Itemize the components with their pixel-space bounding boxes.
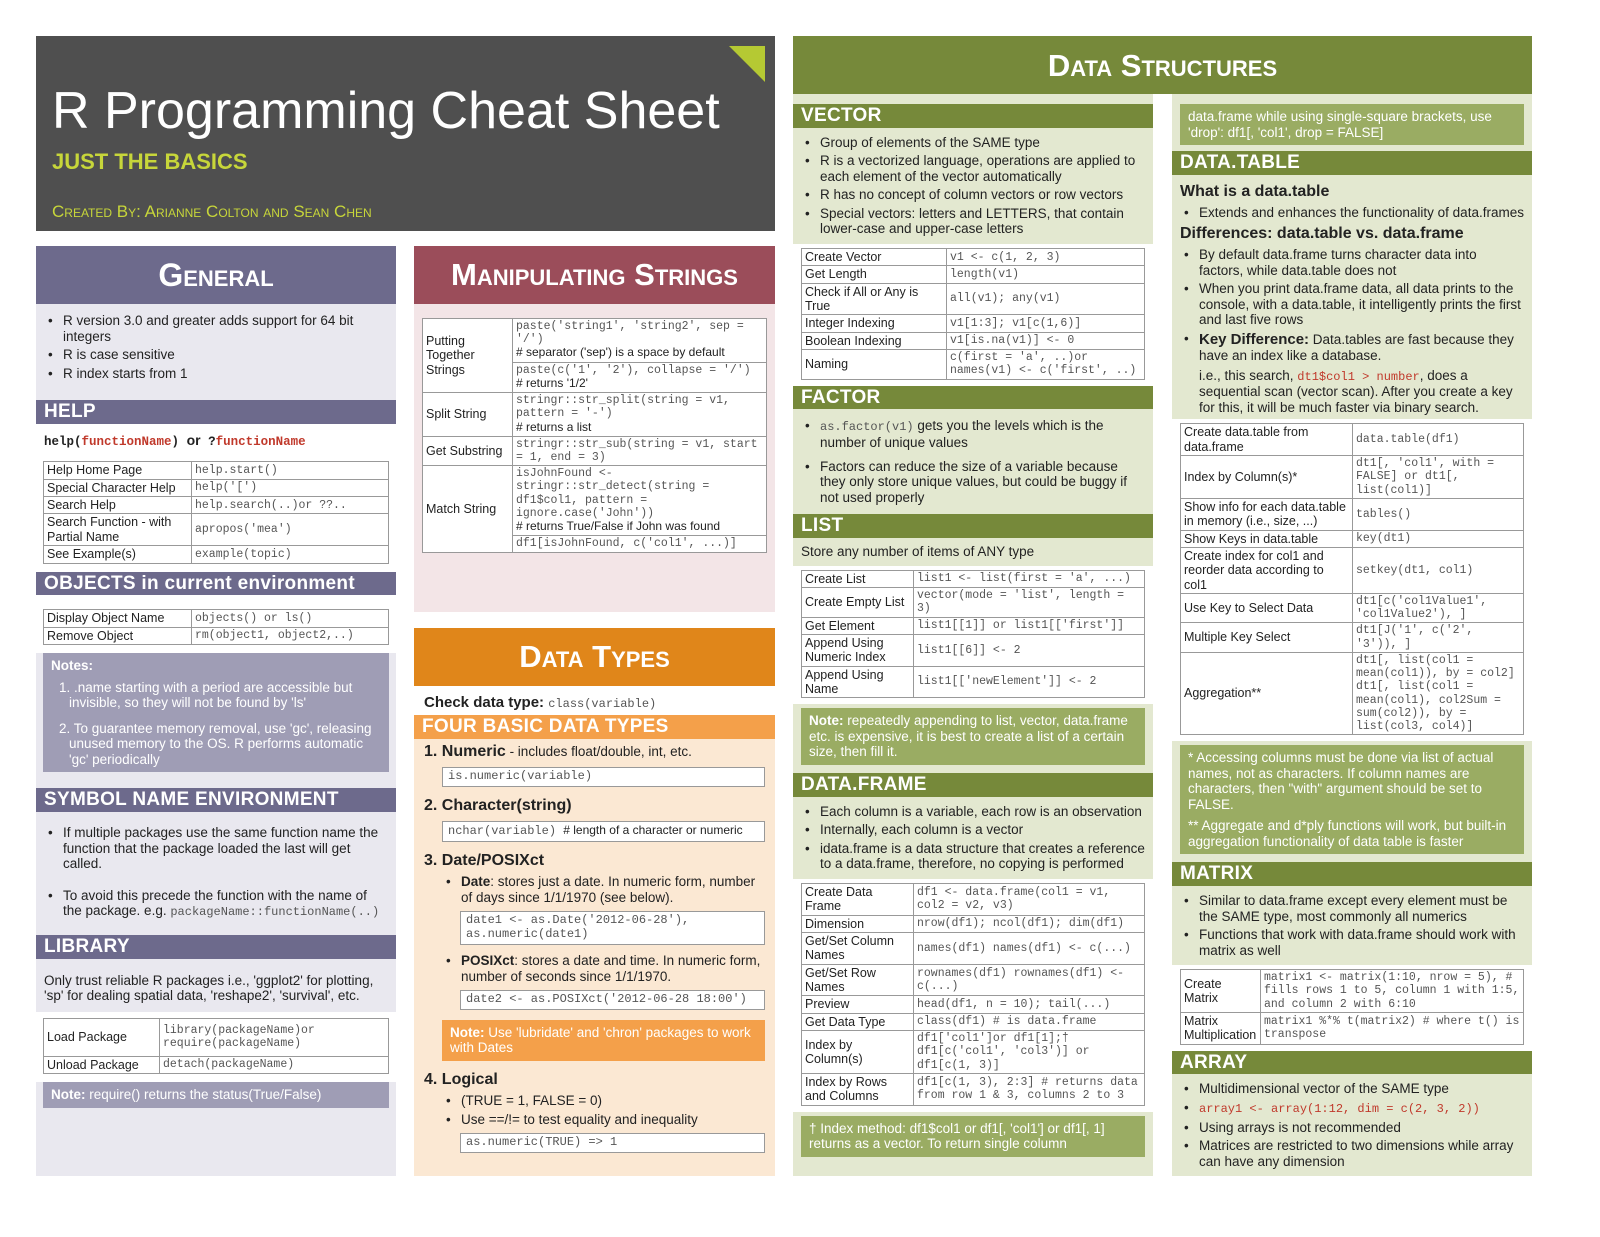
table-row: Create index for col1 and reorder data according to col1 setkey(dt1, col1): [1181, 547, 1524, 593]
table-row: Display Object Name objects() or ls(): [44, 610, 389, 627]
table-row: Create Vector v1 <- c(1, 2, 3): [802, 248, 1145, 265]
datatable-notes: * Accessing columns must be done via list of actual names, not as characters. If column names are characters, then "with" argument should be set to FALSE. ** Aggregate and d*ply functions will work, but built-in aggregation functionality of data table is faster: [1180, 745, 1524, 854]
table-row: Unload Package detach(packageName): [44, 1056, 389, 1073]
table-row: Search Help help.search(..)or ??..: [44, 497, 389, 514]
list-item: • Use ==/!= to test equality and inequality: [442, 1112, 765, 1128]
column-strings: [414, 246, 775, 612]
list-table: [801, 570, 1145, 699]
table-row: Create Data Frame df1 <- data.frame(col1 = v1, col2 = v2, v3): [802, 883, 1145, 915]
symbol-bullets: [36, 812, 396, 929]
list-item: • (TRUE = 1, FALSE = 0): [442, 1093, 765, 1109]
list-item: • Matrices are restricted to two dimensions while array can have any dimension: [1180, 1138, 1524, 1169]
list-item: • Special vectors: letters and LETTERS, that contain lower-case and upper-case letters: [801, 206, 1145, 237]
help-title: HELP: [36, 400, 396, 424]
table-row: Boolean Indexing v1[is.na(v1)] <- 0: [802, 332, 1145, 349]
table-row: Load Package library(packageName)or require(packageName): [44, 1018, 389, 1056]
help-syntax: help(functionName) or ?functionName: [36, 424, 396, 453]
dates-note: Note: Use 'lubridate' and 'chron' packages to work with Dates: [442, 1020, 765, 1061]
authors: Created By: Arianne Colton and Sean Chen: [52, 202, 372, 221]
table-row: Help Home Page help.start(): [44, 462, 389, 479]
list-item: • R is case sensitive: [44, 347, 388, 363]
table-row: paste(c('1', '2'), collapse = '/') # returns '1/2': [423, 362, 767, 392]
title-banner: [36, 36, 775, 231]
array-title: ARRAY: [1172, 1051, 1532, 1075]
data-structures-title: Data Structures: [793, 36, 1532, 94]
table-row: Get Substring stringr::str_sub(string = v1, start = 1, end = 3): [423, 436, 767, 465]
list-item: • Group of elements of the SAME type: [801, 135, 1145, 151]
symbol-title: SYMBOL NAME ENVIRONMENT: [36, 788, 396, 812]
table-row: Preview head(df1, n = 10); tail(...): [802, 996, 1145, 1013]
table-row: Aggregation** dt1[, list(col1 = mean(col1)), by = col2] dt1[, list(col1 = mean(col1), col2Sum = sum(col2)), by = list(col3, col4)]: [1181, 652, 1524, 734]
list-item: • R is a vectorized language, operations are applied to each element of the vector automatically: [801, 153, 1145, 184]
objects-notes: Notes: 1. .name starting with a period are accessible but invisible, so they will not be found by 'ls' 2. To guarantee memory removal, use 'gc', releasing unused memory to the OS. R performs automatic 'gc' periodically: [43, 653, 389, 772]
dataframe-footnote-continued: data.frame while using single-square brackets, use 'drop': df1[, 'col1', drop = FALSE]: [1180, 104, 1524, 145]
list-item: • To avoid this precede the function with the name of the package. e.g. packageName::functionName(..): [44, 888, 388, 920]
library-text: Only trust reliable R packages i.e., 'ggplot2' for plotting, 'sp' for dealing spatial data, 'reshape2', 'survival', etc.: [44, 972, 374, 1004]
list-item: • Factors can reduce the size of a variable because they only store unique values, but could be buggy if not used properly: [801, 459, 1145, 506]
table-row: Matrix Multiplication matrix1 %*% t(matrix2) # where t() is transpose: [1181, 1012, 1524, 1044]
list-item: 1. .name starting with a period are accessible but invisible, so they will not be found by 'ls': [59, 679, 353, 711]
dataframe-footnote: † Index method: df1$col1 or df1[, 'col1'] or df1[, 1] returns as a vector. To return single column: [801, 1116, 1145, 1157]
list-item: • If multiple packages use the same function name the function that the package loaded the last will get called.: [44, 825, 388, 872]
table-row: Append Using Name list1[['newElement']] <- 2: [802, 666, 1145, 698]
matrix-table: [1180, 969, 1524, 1044]
help-table: [43, 461, 389, 563]
table-row: Dimension nrow(df1); ncol(df1); dim(df1): [802, 915, 1145, 932]
datatable-title: DATA.TABLE: [1172, 151, 1532, 175]
table-row: Create Matrix matrix1 <- matrix(1:10, nrow = 5), # fills rows 1 to 5, column 1 with 1:5, and column 2 with 6:10: [1181, 970, 1524, 1013]
list-item: • By default data.frame turns character data into factors, while data.table does not: [1180, 247, 1524, 278]
list-title: LIST: [793, 514, 1153, 538]
table-row: Naming c(first = 'a', ..)or names(v1) <- c('first', ..): [802, 350, 1145, 379]
table-row: Special Character Help help('['): [44, 479, 389, 496]
general-title: General: [36, 246, 396, 304]
four-types-title: FOUR BASIC DATA TYPES: [414, 715, 775, 739]
library-title: LIBRARY: [36, 935, 396, 959]
list-item: • Similar to data.frame except every element must be the SAME type, most commonly all numerics: [1180, 893, 1524, 924]
dataframe-table: [801, 883, 1145, 1106]
vector-table: [801, 248, 1145, 380]
table-row: Show Keys in data.table key(dt1): [1181, 530, 1524, 547]
check-data-type: Check data type: class(variable): [414, 686, 775, 715]
dataframe-title: DATA.FRAME: [793, 773, 1153, 797]
list-item: • Key Difference: Data.tables are fast because they have an index like a database.: [1180, 331, 1524, 364]
strings-table: [422, 318, 767, 553]
list-item: • as.factor(v1) gets you the levels which is the number of unique values: [801, 418, 1145, 450]
table-row: Use Key to Select Data dt1[c('col1Value1', 'col1Value2'), ]: [1181, 594, 1524, 623]
table-row: Putting Together Strings paste('string1', 'string2', sep = '/') # separator ('sep') is a space by default: [423, 319, 767, 363]
vector-title: VECTOR: [793, 104, 1153, 128]
table-row: Append Using Numeric Index list1[[6]] <- 2: [802, 634, 1145, 666]
list-item: • POSIXct: stores a date and time. In numeric form, number of seconds since 1/1/1970.: [442, 953, 765, 984]
list-item: • Internally, each column is a vector: [801, 822, 1145, 838]
matrix-title: MATRIX: [1172, 862, 1532, 886]
general-bullets: [36, 304, 396, 388]
table-row: Create data.table from data.frame data.table(df1): [1181, 424, 1524, 456]
table-row: Get/Set Row Names rownames(df1) rownames(df1) <- c(...): [802, 964, 1145, 996]
table-row: Create Empty List vector(mode = 'list', length = 3): [802, 588, 1145, 617]
list-item: • Date: stores just a date. In numeric form, number of days since 1/1/1970 (see below).: [442, 874, 765, 905]
library-table: [43, 1018, 389, 1074]
column-vector-list-df: VECTOR • Group of elements of the SAME type • R is a vectorized language, operations are applied to each element of the vector automatically • R has no concept of column vectors or row vectors • Special vectors: letters and LETTERS, that contain lower-case and upper-case letters Create Vector v1 <- c(1, 2, 3) Get Length length(v1) Check if All or Any is True all(v1); any(v1) Integer Indexing v1[1:3]; v1[c(1,6)] Boolean Indexing v1[is.na(v1)] <- 0 Naming c(first = 'a', ..)or names(v1) <- c('first', ..) FACTOR • as.factor(v1) gets you the levels which is the number of unique values • Factors can reduce the size of a variable because they only store unique values, but could be buggy if not used properly LIST Store any number of items of ANY type Create List list1 <- list(first = 'a', ...) Create Empty List vector(mode = 'list', length = 3) Get Element list1[[1]] or list1[['first']] Append Using Numeric Index list1[[6]] <- 2 Append Using Name list1[['newElement']] <- 2 Note: repeatedly appending to list, vector, data.frame etc. is expensive, it is best to create a list of a certain size, then fill it. DATA.FRAME • Each column is a variable, each row is an observation • Internally, each column is a vector • idata.frame is a data structure that creates a reference to a data.frame, therefore, no copying is performed Create Data Frame df1 <- data.frame(col1 = v1, col2 = v2, v3) Dimension nrow(df1); ncol(df1); dim(df1) Get/Set Column Names names(df1) names(df1) <- c(...) Get/Set Row Names rownames(df1) rownames(df1) <- c(...) Preview head(df1, n = 10); tail(...) Get Data Type class(df1) # is data.frame Index by Column(s) df1['col1']or df1[1];† df1[c('col1', 'col3')] or df1[c(1, 3)] Index by Rows and Columns df1[c(1, 3), 2:3] # returns data from row 1 & 3, columns 2 to 3 † Index method: df1$col1 or df1[, 'col1'] or df1[, 1] returns as a vector. To return single column: [793, 94, 1153, 1176]
table-row: Check if All or Any is True all(v1); any(v1): [802, 283, 1145, 315]
table-row: Index by Column(s)* dt1[, 'col1', with = FALSE] or dt1[, list(col1)]: [1181, 456, 1524, 499]
list-item: • When you print data.frame data, all data prints to the console, with a data.table, it intelligently prints the first and last five rows: [1180, 281, 1524, 328]
datatable-table: [1180, 423, 1524, 735]
list-item: 2. To guarantee memory removal, use 'gc', releasing unused memory to the OS. R performs automatic 'gc' periodically: [59, 720, 372, 767]
column-data-types: Data Types Check data type: class(variable) FOUR BASIC DATA TYPES 1. Numeric - includes float/double, int, etc. is.numeric(variable) 2. Character(string) nchar(variable) # length of a character or numeric 3. Date/POSIXct • Date: stores just a date. In numeric form, number of days since 1/1/1970 (see below). date1 <- as.Date('2012-06-28'), as.numeric(date1) • POSIXct: stores a date and time. In numeric form, number of seconds since 1/1/1970. date2 <- as.POSIXct('2012-06-28 18:00') Note: Use 'lubridate' and 'chron' packages to work with Dates 4. Logical • (TRUE = 1, FALSE = 0) • Use ==/!= to test equality and inequality as.numeric(TRUE) => 1: [414, 628, 775, 1176]
table-row: Create List list1 <- list(first = 'a', ...): [802, 570, 1145, 587]
list-item: • array1 <- array(1:12, dim = c(2, 3, 2)): [1180, 1100, 1524, 1117]
objects-title: OBJECTS in current environment: [36, 572, 396, 596]
table-row: Integer Indexing v1[1:3]; v1[c(1,6)]: [802, 315, 1145, 332]
table-row: Remove Object rm(object1, object2,..): [44, 627, 389, 644]
list-item: • Multidimensional vector of the SAME type: [1180, 1081, 1524, 1097]
data-types-title: Data Types: [414, 628, 775, 686]
page-subtitle: JUST THE BASICS: [52, 149, 248, 174]
list-item: • R version 3.0 and greater adds support for 64 bit integers: [44, 313, 388, 344]
list-item: • Functions that work with data.frame should work with matrix as well: [1180, 927, 1524, 958]
table-row: Show info for each data.table in memory (i.e., size, ...) tables(): [1181, 498, 1524, 530]
page-title: R Programming Cheat Sheet: [52, 82, 720, 140]
list-item: • Each column is a variable, each row is an observation: [801, 804, 1145, 820]
table-row: See Example(s) example(topic): [44, 546, 389, 563]
list-item: • Extends and enhances the functionality of data.frames: [1180, 205, 1524, 221]
table-row: df1[isJohnFound, c('col1', ...)]: [423, 536, 767, 552]
table-row: Index by Rows and Columns df1[c(1, 3), 2:3] # returns data from row 1 & 3, columns 2 to 3: [802, 1073, 1145, 1105]
list-note: Note: repeatedly appending to list, vector, data.frame etc. is expensive, it is best to create a list of a certain size, then fill it.: [801, 708, 1145, 765]
list-item: • R index starts from 1: [44, 366, 388, 382]
table-row: Get Data Type class(df1) # is data.frame: [802, 1013, 1145, 1030]
table-row: Match String isJohnFound <- stringr::str_detect(string = df1$col1, pattern = ignore.case('John')) # returns True/False if John was found: [423, 466, 767, 536]
column-datatable-matrix-array: data.frame while using single-square brackets, use 'drop': df1[, 'col1', drop = FALSE] DATA.TABLE What is a data.table • Extends and enhances the functionality of data.frames Differences: data.table vs. data.frame • By default data.frame turns character data into factors, while data.table does not • When you print data.frame data, all data prints to the console, with a data.table, it intelligently prints the first and last five rows • Key Difference: Data.tables are fast because they have an index like a database. i.e., this search, dt1$col1 > number, does a sequential scan (vector scan). After you create a key for this, it will be much faster via binary search. Create data.table from data.frame data.table(df1) Index by Column(s)* dt1[, 'col1', with = FALSE] or dt1[, list(col1)] Show info for each data.table in memory (i.e., size, ...) tables() Show Keys in data.table key(dt1) Create index for col1 and reorder data according to col1 setkey(dt1, col1) Use Key to Select Data dt1[c('col1Value1', 'col1Value2'), ] Multiple Key Select dt1[J('1', c('2', '3')), ] Aggregation** dt1[, list(col1 = mean(col1)), by = col2] dt1[, list(col1 = mean(col1), col2Sum = sum(col2)), by = list(col3, col4)] * Accessing columns must be done via list of actual names, not as characters. If column names are characters, then "with" argument should be set to FALSE. ** Aggregate and d*ply functions will work, but built-in aggregation functionality of data table is faster MATRIX • Similar to data.frame except every element must be the SAME type, most commonly all numerics • Functions that work with data.frame should work with matrix as well Create Matrix matrix1 <- matrix(1:10, nrow = 5), # fills rows 1 to 5, column 1 with 1:5, and column 2 with 6:10 Matrix Multiplication matrix1 %*% t(matrix2) # where t() is transpose ARRAY • Multidimensional vector of the SAME type • array1 <- array(1:12, dim = c(2, 3, 2)) • Using arrays is not recommended • Matrices are restricted to two dimensions while array can have any dimension: [1172, 94, 1532, 1176]
table-row: Search Function - with Partial Name apropos('mea'): [44, 514, 389, 546]
factor-title: FACTOR: [793, 386, 1153, 410]
list-item: • Using arrays is not recommended: [1180, 1120, 1524, 1136]
table-row: Split String stringr::str_split(string = v1, pattern = '-') # returns a list: [423, 393, 767, 437]
table-row: Index by Column(s) df1['col1']or df1[1];† df1[c('col1', 'col3')] or df1[c(1, 3)]: [802, 1031, 1145, 1074]
table-row: Get Element list1[[1]] or list1[['first']]: [802, 617, 1145, 634]
library-note: Note: require() returns the status(True/False): [43, 1082, 389, 1108]
table-row: Multiple Key Select dt1[J('1', c('2', '3')), ]: [1181, 623, 1524, 652]
list-item: • R has no concept of column vectors or row vectors: [801, 187, 1145, 203]
corner-triangle-icon: [729, 46, 765, 82]
table-row: Get/Set Column Names names(df1) names(df1) <- c(...): [802, 932, 1145, 964]
table-row: Get Length length(v1): [802, 266, 1145, 283]
strings-title: Manipulating Strings: [414, 246, 775, 304]
list-item: • idata.frame is a data structure that creates a reference to a data.frame, therefore, no copying is performed: [801, 841, 1145, 872]
column-general: [36, 246, 396, 1176]
objects-table: [43, 609, 389, 645]
